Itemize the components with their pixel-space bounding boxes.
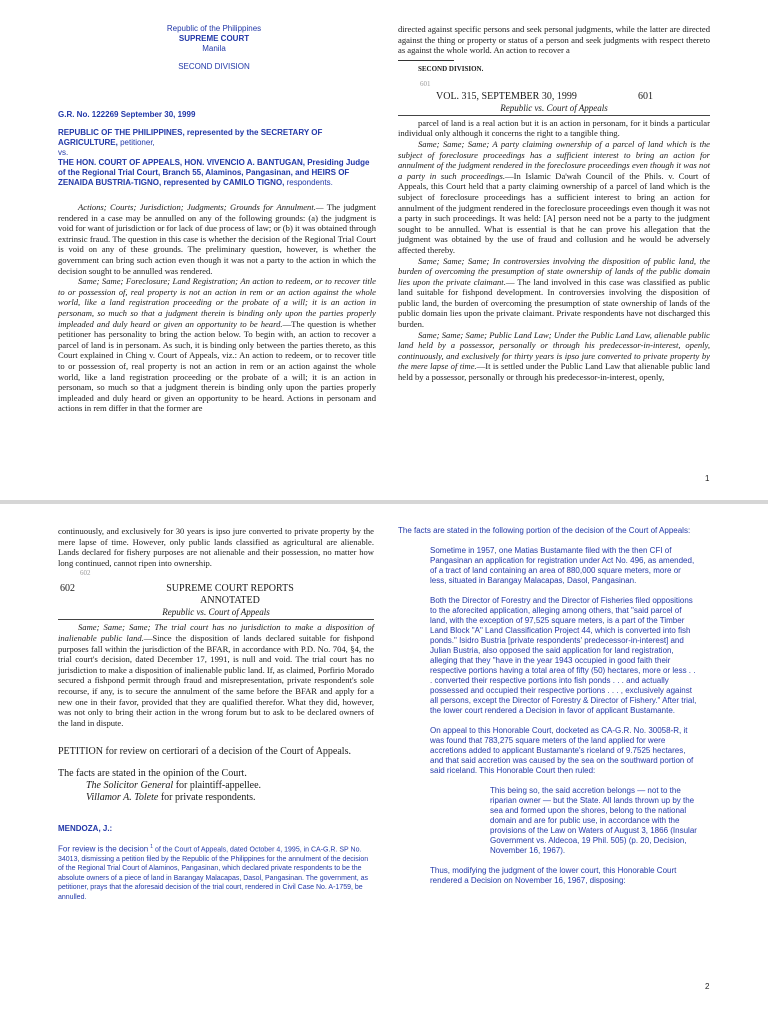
facts-stated: The facts are stated in the opinion of the Court. <box>58 768 247 780</box>
syllabus-text: —In Islamic Da'wah Council of the Phils. v. Court of Appeals, this Court held that a party claiming ownership of a parcel of land which is the subject of foreclosure proceedings has a sufficient interest to bring an action for annulment of the judgment rendered in the foreclosure proceedings even though it was not a party in such proceedings. It was held: [A] person need not be a party to the judgment sought to be annulled. What is essential is that he can prove his allegation that the judgment was obtained by the use of fraud and collusion and he would be adversely affected thereby. <box>398 170 710 255</box>
page-number: 1 <box>705 474 710 483</box>
counsel-solicitor-role: for plaintiff-appellee. <box>173 780 262 792</box>
facts-intro: The facts are stated in the following portion of the decision of the Court of Appeals: <box>398 526 691 535</box>
running-head <box>398 91 710 103</box>
petition-line: PETITION for review on certiorari of a decision of the Court of Appeals. <box>58 746 351 758</box>
syllabus-text: — The land involved in this case was classified as public land suitable for fishpond development. In controversies involving the disposition of public land, the burden of overcoming the presumption of state ownership of lands of the public domain lies upon the private claimant. Private respondents have not discharged this burden. <box>398 276 710 330</box>
right-column-page-1 <box>398 24 710 383</box>
syllabus-paragraph <box>398 256 710 330</box>
justice-name: MENDOZA, J.: <box>58 824 113 834</box>
respondents-role: respondents. <box>284 178 333 187</box>
opinion-text: of the Court of Appeals, dated October 4, 1995, in CA-G.R. SP No. 34013, dismissing a petition filed by the Republic of the Philippines for the annulment of the decision of the Regional Trial Court of Alaminos, Pangasinan, which declared private respondents to be the absolute owners of a piece of land in Barangay Malacapas, Dasol, Pangasinan. The government, as petitioner, prays that the aforesaid decision of the trial court, rendered in Civil Case No. A-1759, be annulled. <box>58 846 369 901</box>
court-city: Manila <box>202 44 226 53</box>
syllabus-text: —The question is whether petitioner has personality to bring the action below. To begin with, an action to recover a parcel of land is in personam. As such, it is binding only between the parties thereto, as this Court explained in Ching v. Court of Appeals, viz.: An action to redeem, or to recover title to or possession of, real property is not an action in rem or an action against the whole world, like a land registration proceeding or the probate of a will; it is an action in personam, so much so that a judgment therein is binding only upon the parties properly impleaded and duly heard or given an opportunity to be heard. Actions in personam and actions in rem differ in that the former are <box>58 318 376 414</box>
quoted-decision <box>398 546 698 886</box>
court-name: SUPREME COURT <box>178 34 250 43</box>
counsel-solicitor <box>58 780 374 792</box>
gray-page-marker: 601 <box>420 79 431 88</box>
counsel-private <box>58 792 374 804</box>
gray-page-marker: 602 <box>80 569 91 578</box>
continuation-text: directed against specific persons and seek personal judgments, while the latter are directed against the thing or property or status of a person and seek judgments with respect thereto as against the whole world. An action to recover a <box>398 24 710 56</box>
syllabus-paragraph <box>58 202 376 276</box>
nested-quote: This being so, the said accretion belongs — not to the riparian owner — but the State. All lands thrown up by the sea and formed upon the shores, belong to the national domain and are for public use, in accordance with the provisions of the Law on Waters of August 3, 1866 (Insular Government vs. Aldecoa, 19 Phil. 505) (p. 20, Decision, November 16, 1967). <box>490 786 697 855</box>
syllabus-paragraph: parcel of land is a real action but it is an action in personam, for it binds a particular individual only although it concerns the right to a tangible thing. <box>398 117 710 139</box>
opinion-first-paragraph <box>58 843 374 902</box>
header-rule <box>58 619 374 620</box>
syllabus-heading: Same; Same; Same; A party claiming ownership of a parcel of land which is the subject of foreclosure proceedings has a sufficient interest to bring an action for annulment of the judgment rendered in the foreclosure proceedings even though it was not a party in such proceedings. <box>398 138 710 181</box>
running-head <box>58 583 374 607</box>
syllabus-paragraph <box>398 330 710 383</box>
court-republic: Republic of the Philippines <box>166 24 262 33</box>
document-page-1 <box>0 0 768 500</box>
left-column-page-1 <box>58 24 376 414</box>
counsel-solicitor-name: The Solicitor General <box>86 780 174 792</box>
syllabus-paragraph <box>58 276 376 414</box>
running-head-volume: VOL. 315, SEPTEMBER 30, 1999 <box>436 90 577 102</box>
respondents-line <box>58 158 376 188</box>
court-header <box>58 24 370 72</box>
running-head-page: 602 <box>60 583 75 595</box>
counsel-private-role: for private respondents. <box>158 792 256 804</box>
respondents-name: THE HON. COURT OF APPEALS, HON. VIVENCIO A. BANTUGAN, Presiding Judge of the Regional Trial Court, Branch 55, Alaminos, Pangasinan, and HEIRS OF ZENAIDA BUSTRIA-TIGNO, represented by CAMILO TIGNO, <box>58 158 370 187</box>
syllabus-heading: Same; Same; Same; The trial court has no jurisdiction to make a disposition of inalienable public land. <box>58 622 374 643</box>
syllabus-paragraph <box>398 139 710 256</box>
header-rule <box>398 115 710 116</box>
syllabus-text: —It is settled under the Public Land Law that alienable public land held by a possessor, personally or through his predecessor-in-interest, openly, <box>398 361 710 383</box>
quote-paragraph: Thus, modifying the judgment of the lower court, this Honorable Court rendered a Decision on November 16, 1967, disposing: <box>430 866 677 885</box>
continuation-text: continuously, and exclusively for 30 years is ipso jure converted to private property by the mere lapse of time. However, only public lands classified as agricultural are alienable. Lands declared for fishery purposes are not alienable and their possession, no matter how long continued, cannot ripen into ownership. <box>58 526 374 568</box>
syllabus-text: —Since the disposition of lands declared suitable for fishpond purposes fall within the jurisdiction of the BFAR, in accordance with P.D. No. 704, §4, the trial court's decision, dated December 17, 1991, is null and void. The trial court has no jurisdiction to make a disposition of inalienable public land. If, as claimed, Porfirio Morado secured a fishpond permit through fraud and misrepresentation, private respondent's sole recourse, if any, is to secure the annulment of the same before the BFAR and apply for a new one in their favor, provided that they are qualified therefor. What they did, however, was not only to bring their action in the wrong forum but to ask to be declared owners of the land in dispute. <box>58 632 374 728</box>
footnote: SECOND DIVISION. <box>418 64 484 73</box>
quote-paragraph: Sometime in 1957, one Matias Bustamante filed with the then CFI of Pangasinan an application for registration under Act No. 496, as amended, of a tract of land containing an area of 880,000 square meters, more or less, situated in Barangay Malacapas, Dasol, Pangasinan. <box>430 546 695 585</box>
left-column-page-2 <box>58 526 374 902</box>
syllabus-heading: Same; Same; Same; In controversies involving the disposition of public land, the burden of overcoming the presumption of state ownership of lands of the public domain lies upon the private claimant. <box>398 255 710 287</box>
petitioner-line <box>58 128 376 148</box>
counsel-private-name: Villamor A. Tolete <box>86 792 159 804</box>
running-head-page: 601 <box>638 90 653 102</box>
right-column-page-2 <box>398 526 712 886</box>
quote-paragraph: On appeal to this Honorable Court, docketed as CA-G.R. No. 30058-R, it was found that 783,275 square meters of the land applied for were accretions added to applicant Bustamante's riceland of 9.7525 hectares, and that said accretion was caused by the sea on the southward portion of said riceland. This Honorable Court then ruled: <box>430 726 694 775</box>
syllabus-heading: Same; Same; Same; Public Land Law; Under the Public Land Law, alienable public land held by a possessor, personally or through his predecessor-in-interest, openly, continuously, and exclusively for thirty years is ipso jure converted to private property by the mere lapse of time. <box>398 329 710 372</box>
versus: vs. <box>58 148 69 157</box>
running-head-title-2: ANNOTATED <box>200 595 260 607</box>
petitioner-name: REPUBLIC OF THE PHILIPPINES, represented by the SECRETARY OF AGRICULTURE, <box>58 128 323 147</box>
document-page-2 <box>0 504 768 1024</box>
page-number: 2 <box>705 982 710 991</box>
syllabus-paragraph <box>58 622 374 728</box>
running-subtitle: Republic vs. Court of Appeals <box>162 607 270 618</box>
syllabus-text: The judgment rendered in a case may be annulled on any of the following grounds: (a) the judgment is void for want of jurisdiction or for lack of due process of law; or (b) it was obtained through extrinsic fraud. The question in this case is whether the decision of the Regional Trial Court is void on any of these grounds. The preliminary question, however, is whether the government can bring such action even though it was not a party to the action in which the decision sought to be annulled was rendered. <box>58 202 376 276</box>
case-parties <box>58 128 376 188</box>
court-division: SECOND DIVISION <box>178 62 250 71</box>
footnote-ref: 1 <box>150 844 153 851</box>
syllabus-left <box>58 202 376 414</box>
syllabus-right <box>398 118 710 383</box>
running-subtitle: Republic vs. Court of Appeals <box>500 102 608 113</box>
syllabus-heading: Actions; Courts; Jurisdiction; Judgments; Grounds for Annulment.— <box>78 202 324 212</box>
quote-paragraph: Both the Director of Forestry and the Director of Fisheries filed oppositions to the aforecited application, alleging among others, that "said parcel of land, with the exception of 97,525 square meters, is a part of the Timber Land Block "A" Land Classification Project 44, which is converted into fish ponds." Isidro Bustria [private respondents' predecessor-in-interest] and Julian Bustria, also opposed the said application for land registration, alleging that they "have in the year 1943 occupied in good faith their respective portions having a total area of fifty (50) hectares, more or less . . . converted their respective portions into fish ponds . . . and actually possessed and occupied their respective portions . . . , exclusively against all persons, except the Director of Forestry & Director of Fishery." After trial, the lower court rendered a Decision in favor of applicant Bustamante. <box>430 596 697 715</box>
petitioner-role: petitioner, <box>117 138 155 147</box>
opinion-lead: For review is the decision <box>58 844 149 854</box>
running-head-title: SUPREME COURT REPORTS <box>166 583 294 595</box>
case-number: G.R. No. 122269 September 30, 1999 <box>58 110 196 119</box>
syllabus-heading: Same; Same; Foreclosure; Land Registration; An action to redeem, or to recover title to or possession of, real property is not an action in rem or an action against the whole world, like a land registration proceeding or the probate of a will; it is an action in personam, so much so that a judgment therein is binding only upon the parties properly impleaded and duly heard or given an opportunity to be heard. <box>58 276 376 329</box>
footnote-rule <box>398 60 454 61</box>
